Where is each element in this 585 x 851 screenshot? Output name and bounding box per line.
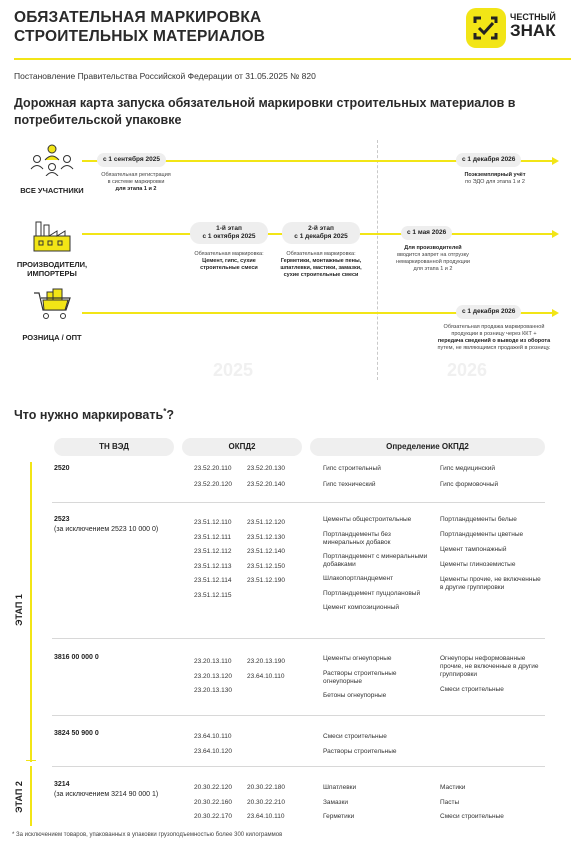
role-retail: РОЗНИЦА / ОПТ (22, 333, 82, 342)
table-row-tnved: 2523 (за исключением 2523 10 000 0) (54, 516, 159, 533)
okpd-definitions: Мастики Пасты Смеси строительные (440, 784, 504, 820)
col-header-okpd: ОКПД2 (182, 438, 302, 456)
row-separator (52, 502, 545, 503)
footnote: * За исключением товаров, упакованных в упаковки грузоподъемностью более 300 килограммов (12, 832, 283, 838)
check-mark-icon (466, 8, 506, 48)
role-all-participants: ВСЕ УЧАСТНИКИ (20, 186, 84, 195)
okpd-codes: 23.51.12.110 23.51.12.111 23.51.12.112 23.51.12.113 23.51.12.114 23.51.12.115 (194, 519, 232, 599)
year-label-2026: 2026 (447, 360, 488, 380)
stage-divider-tick (26, 760, 36, 761)
arrow-head-icon (552, 230, 559, 238)
stage-1-label: ЭТАП 1 (14, 594, 24, 626)
okpd-codes: 20.30.22.120 20.30.22.160 20.30.22.170 (194, 784, 232, 820)
table-row-tnved: 3816 00 000 0 (54, 654, 99, 661)
col-header-definition: Определение ОКПД2 (310, 438, 545, 456)
milestone-pill: 1-й этап с 1 октября 2025 (190, 222, 268, 244)
year-divider (377, 140, 378, 380)
table-row-tnved: 2520 (54, 465, 70, 472)
roadmap-title: Дорожная карта запуска обязательной маркировки строительных материалов в потребительской упаковке (14, 96, 516, 127)
shopping-cart-icon (33, 288, 73, 322)
chestny-znak-logo (466, 8, 506, 48)
stage-2-bar (30, 766, 32, 826)
page-title: ОБЯЗАТЕЛЬНАЯ МАРКИРОВКА СТРОИТЕЛЬНЫХ МАТЕРИАЛОВ (14, 9, 266, 45)
milestone-note: Поэкземплярный учёт по ЭДО для этапа 1 и 2 (464, 172, 526, 185)
header-divider (14, 58, 571, 60)
milestone-note: Для производителей вводится запрет на отгрузку немаркированной продукции для этапа 1 и 2 (396, 245, 470, 272)
milestone-pill: с 1 сентября 2025 (97, 153, 166, 167)
row-separator (52, 638, 545, 639)
okpd-definitions: Портландцементы белые Портландцементы цветные Цемент тампонажный Цементы глиноземистые Цементы прочие, не включенные в другие группировки (440, 516, 541, 591)
role-producers: ПРОИЗВОДИТЕЛИ, ИМПОРТЕРЫ (16, 260, 88, 278)
table-row-tnved: 3824 50 900 0 (54, 730, 99, 737)
okpd-codes: 20.30.22.180 20.30.22.210 23.64.10.110 (247, 784, 285, 820)
milestone-note: Обязательная продажа маркированной продукции в розницу через ККТ + передача сведений о выводе из оборота путем, не являющимся продажей в розницу. (437, 324, 551, 351)
milestone-note: Обязательная маркировка: Цемент, гипс, сухие строительные смеси (194, 251, 264, 271)
okpd-codes: 23.64.10.110 23.64.10.120 (194, 733, 232, 755)
okpd-codes: 23.52.20.110 23.52.20.120 (194, 465, 232, 488)
logo-wordmark: ЧЕСТНЫЙ ЗНАК (510, 12, 556, 40)
okpd-codes: 23.20.13.190 23.64.10.110 (247, 658, 285, 680)
row-separator (52, 766, 545, 767)
okpd-definitions: Гипс медицинский Гипс формовочный (440, 465, 499, 488)
milestone-note: Обязательная регистрация в системе маркировки для этапа 1 и 2 (101, 172, 171, 192)
okpd-codes: 23.20.13.110 23.20.13.120 23.20.13.130 (194, 658, 232, 694)
milestone-note: Обязательная маркировка: Герметики, монтажные пены, шпатлевки, мастики, замазки, сухие строительные смеси (280, 251, 362, 278)
milestone-pill: с 1 мая 2026 (401, 226, 452, 240)
factory-icon (32, 220, 72, 252)
milestone-pill: 2-й этап с 1 декабря 2025 (282, 222, 360, 244)
row-separator (52, 715, 545, 716)
milestone-pill: с 1 декабря 2026 (456, 305, 521, 319)
year-label-2025: 2025 (213, 360, 254, 380)
okpd-codes: 23.52.20.130 23.52.20.140 (247, 465, 285, 488)
okpd-definitions: Цементы общестроительные Портландцементы без минеральных добавок Портландцемент с минеральными добавками Шлакопортландцемент Портландцемент пуццолановый Цемент композиционный (323, 516, 428, 611)
decree-text: Постановление Правительства Российской Федерации от 31.05.2025 № 820 (14, 71, 316, 81)
stage-1-bar (30, 462, 32, 762)
arrow-head-icon (552, 157, 559, 165)
milestone-pill: с 1 декабря 2026 (456, 153, 521, 167)
okpd-definitions: Шпатлевки Замазки Герметики (323, 784, 357, 820)
okpd-definitions: Гипс строительный Гипс технический (323, 465, 381, 488)
okpd-codes: 23.51.12.120 23.51.12.130 23.51.12.140 23.51.12.150 23.51.12.190 (247, 519, 285, 584)
okpd-definitions: Цементы огнеупорные Растворы строительные огнеупорные Бетоны огнеупорные (323, 655, 397, 699)
col-header-tnved: ТН ВЭД (54, 438, 174, 456)
stage-2-label: ЭТАП 2 (14, 781, 24, 813)
table-title: Что нужно маркировать*? (14, 407, 174, 423)
arrow-head-icon (552, 309, 559, 317)
table-row-tnved: 3214 (за исключением 3214 90 000 1) (54, 781, 159, 798)
okpd-definitions: Смеси строительные Растворы строительные (323, 733, 397, 755)
okpd-definitions: Огнеупоры неформованные прочие, не включенные в другие группировки Смеси строительные (440, 655, 539, 693)
people-network-icon (30, 142, 74, 176)
